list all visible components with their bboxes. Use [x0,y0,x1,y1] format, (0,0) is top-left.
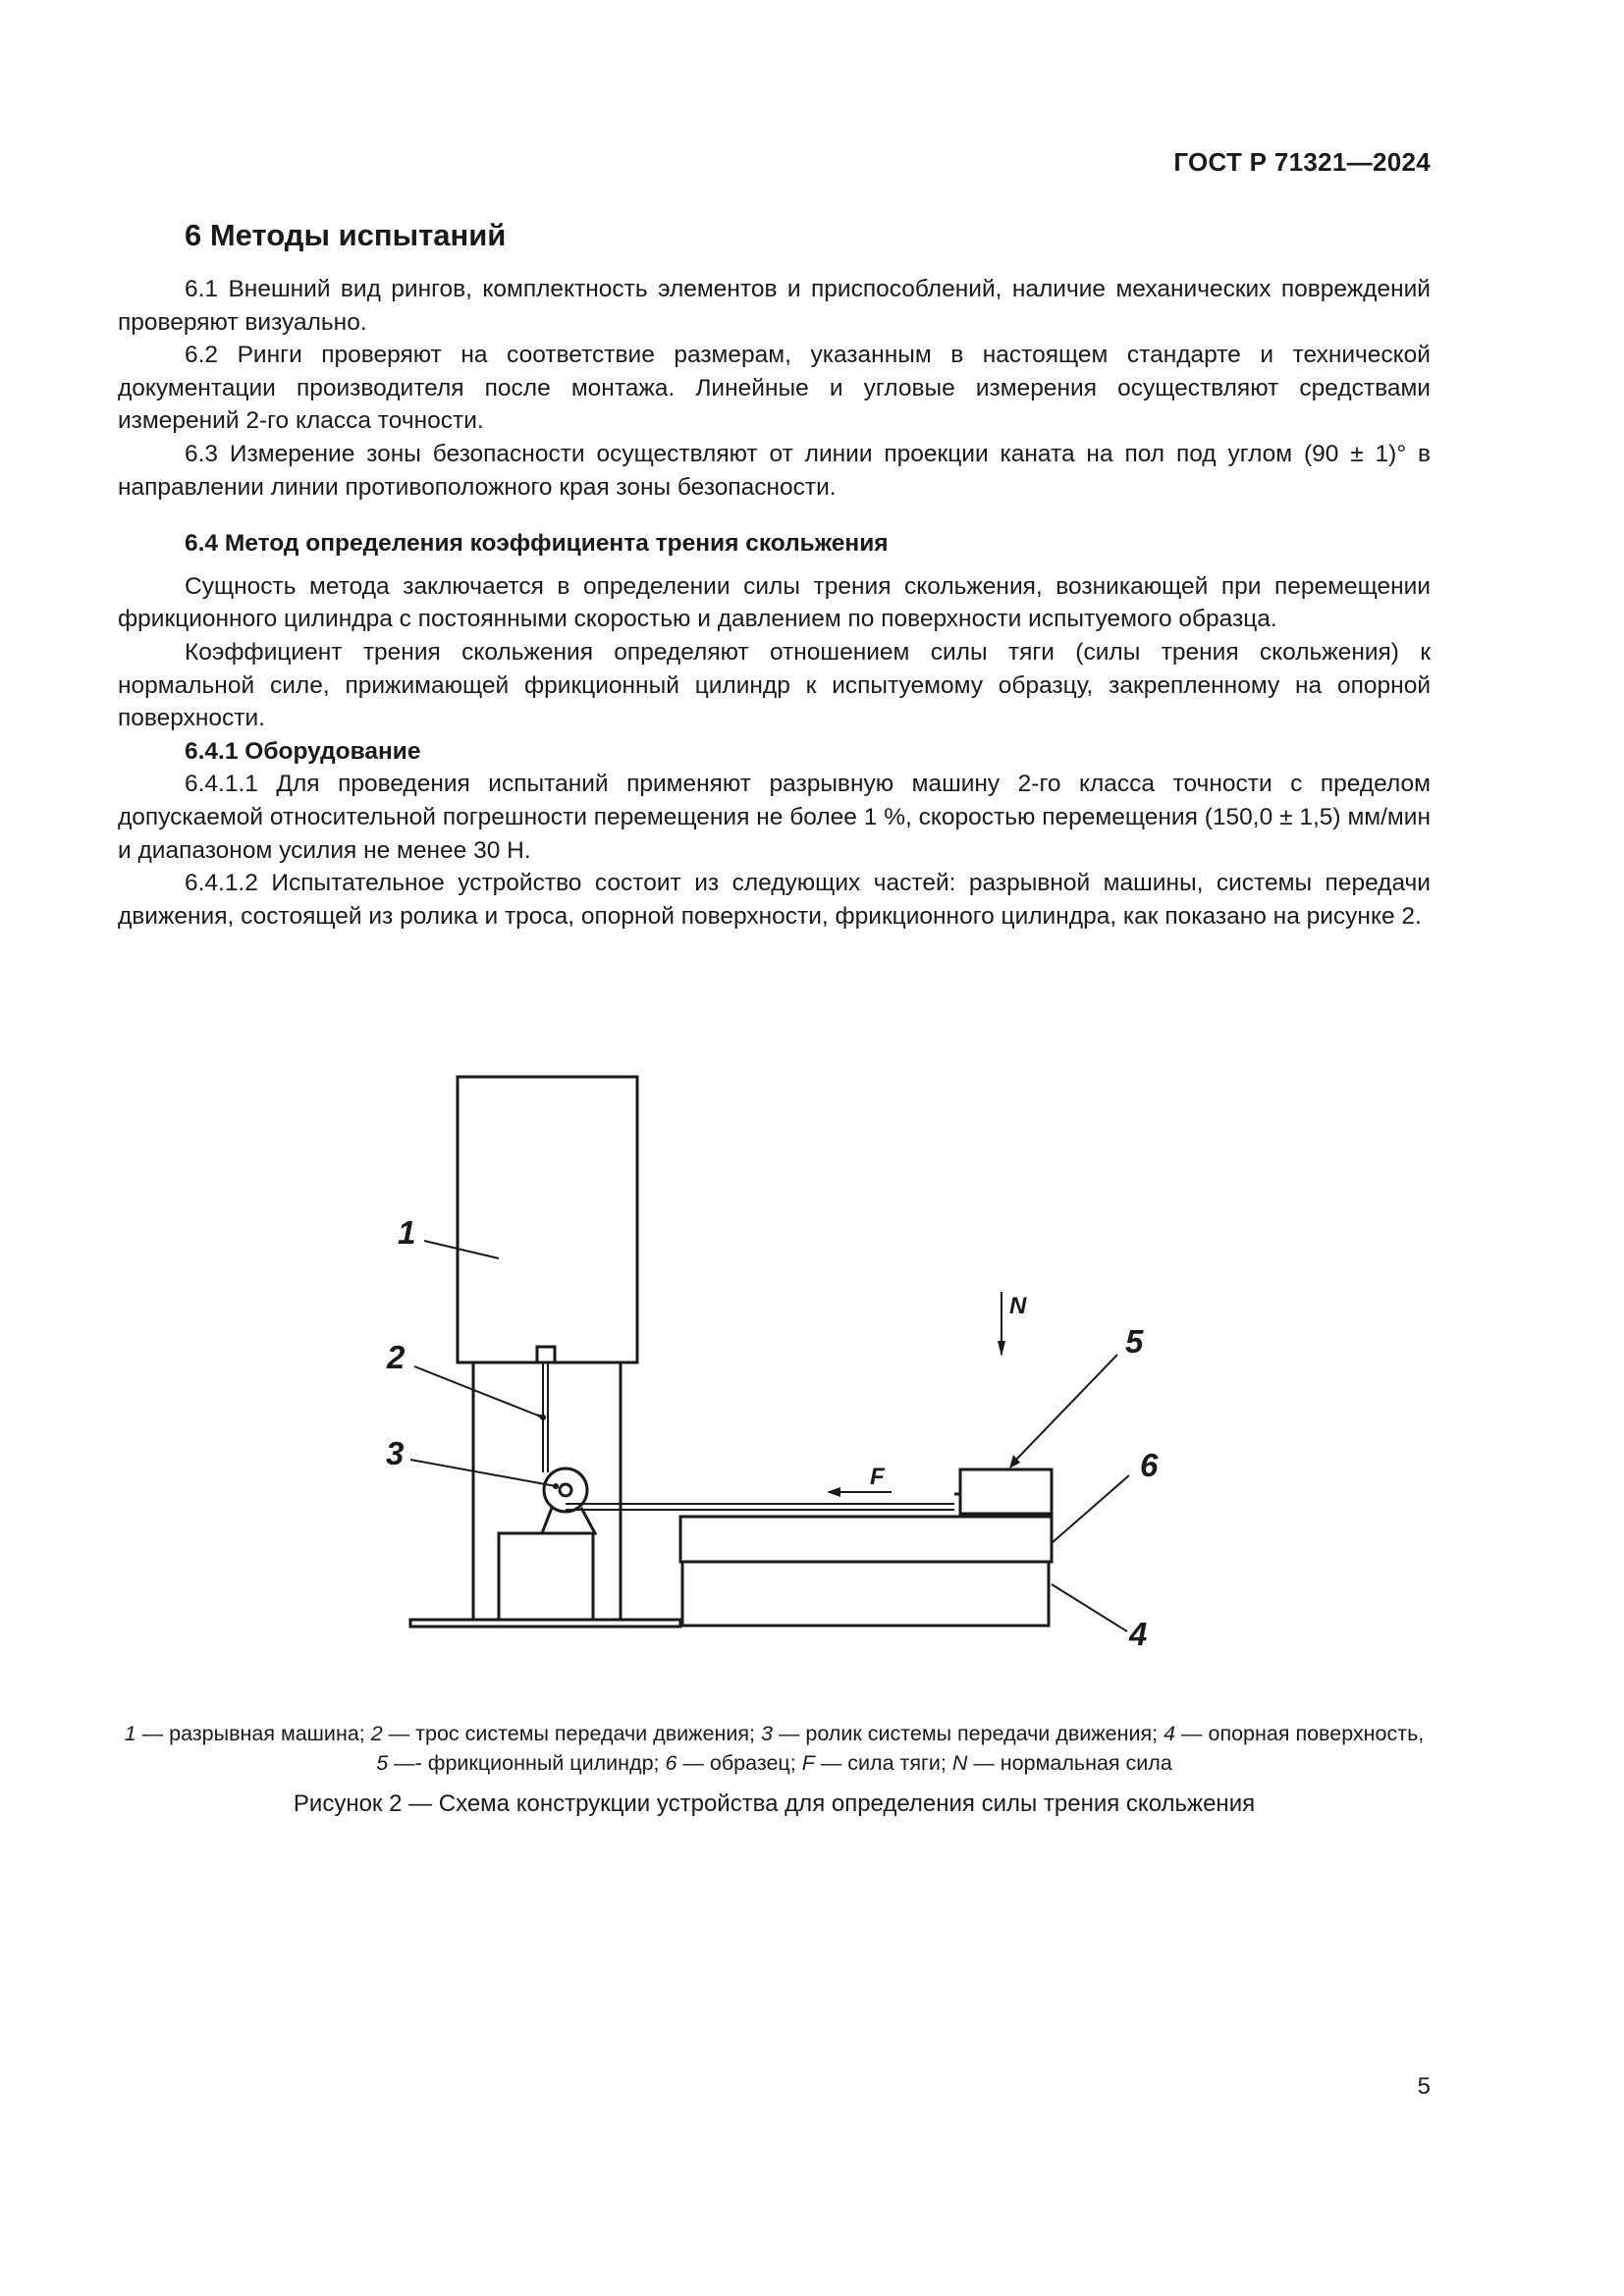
label-4: 4 [1129,1616,1148,1652]
machine-body [458,1077,637,1362]
label-1: 1 [398,1214,416,1251]
figure-legend [118,1719,1431,1778]
cable-hook [954,1494,960,1514]
paragraph-6-1: 6.1 Внешний вид рингов, комплектность элементов и приспособлений, наличие механических повреждений проверяют визуально. [118,276,1431,336]
label-force-n: N [1009,1293,1027,1319]
normal-force-arrowhead [998,1341,1005,1357]
figure-caption: Рисунок 2 — Схема конструкции устройства для определения силы трения скольжения [293,1790,1256,1817]
legend-sym-f: F [801,1751,815,1775]
legend-text-4: — опорная поверхность, [1175,1722,1425,1745]
legend-text-2: — трос системы передачи движения; [382,1722,761,1745]
leader-3 [410,1460,556,1486]
document-id: ГОСТ Р 71321—2024 [1173,147,1431,177]
legend-num-1: 1 [124,1722,136,1745]
traction-force-arrowhead [827,1487,840,1497]
legend-text-5: —- фрикционный цилиндр; [388,1751,666,1775]
roller-base [499,1533,593,1620]
leader-5-arrowhead [1009,1455,1020,1468]
legend-num-6: 6 [665,1751,677,1775]
paragraph-6-4-1-2: 6.4.1.2 Испытательное устройство состоит из следующих частей: разрывной машины, системы передачи движения, состоящей из ролика и троса, опорной поверхности, фрикционного цилиндра, как показано на рисунке 2. [118,870,1431,930]
legend-text-1: — разрывная машина; [135,1722,371,1745]
leader-6 [1052,1475,1129,1543]
paragraph-6-4-b: Коэффициент трения скольжения определяют отношением силы тяги (силы трения скольжения) к нормальной силе, прижимающей фрикционный цилиндр к испытуемому образцу, закрепленному на опорной поверхности. [118,638,1431,732]
legend-text-f: — сила тяги; [814,1751,952,1775]
friction-cylinder [960,1469,1052,1514]
label-2: 2 [387,1339,406,1375]
leader-2 [414,1366,543,1417]
leader-3-dot [553,1483,559,1489]
paragraph-6-4-1-1: 6.4.1.1 Для проведения испытаний применяют разрывную машину 2-го класса точности с пределом допускаемой относительной погрешности перемещения не более 1 %, скоростью перемещения (150,0 ± 1,5) мм/мин и диапазоном усилия не менее 30 Н. [118,771,1431,864]
sample [680,1517,1052,1562]
paragraph-6-3: 6.3 Измерение зоны безопасности осуществляют от линии проекции каната на пол под углом (90 ± 1)° в направлении линии противоположного края зоны безопасности. [118,440,1431,501]
label-6: 6 [1140,1447,1159,1483]
base-plate [410,1620,680,1627]
equipment-title: 6.4.1 Оборудование [185,737,421,765]
roller [544,1468,587,1512]
paragraph-6-2: 6.2 Ринги проверяют на соответствие размерам, указанным в настоящем стандарте и технической документации производителя после монтажа. Линейные и угловые измерения осуществляют средствами измерений 2-го класса точности. [118,342,1431,435]
subsection-title: 6.4 Метод определения коэффициента трения скольжения [185,530,889,558]
roller-stand [542,1508,595,1533]
leader-2-dot [540,1415,546,1420]
legend-num-2: 2 [370,1722,383,1745]
section-title: 6 Методы испытаний [185,218,507,252]
label-3: 3 [386,1435,405,1471]
leader-5 [1013,1355,1117,1463]
legend-text-n: — нормальная сила [967,1751,1172,1775]
leader-2-arrowhead [534,1414,546,1419]
legend-text-6: — образец; [677,1751,802,1775]
label-5: 5 [1125,1323,1144,1360]
label-force-f: F [870,1464,885,1490]
machine-clamp [537,1347,555,1362]
roller-axle [560,1484,571,1496]
support-surface [682,1562,1049,1626]
legend-num-4: 4 [1164,1722,1176,1745]
leader-1 [424,1241,499,1258]
legend-sym-n: N [951,1751,968,1775]
leader-4 [1052,1584,1127,1631]
main-content [118,218,1431,933]
legend-num-5: 5 [376,1751,389,1775]
legend-text-3: — ролик системы передачи движения; [772,1722,1164,1745]
legend-num-3: 3 [760,1722,773,1745]
page-number: 5 [1417,2073,1431,2100]
paragraph-6-4-a: Сущность метода заключается в определении силы трения скольжения, возникающей при перемещении фрикционного цилиндра с постоянными скоростью и давлением по поверхности испытуемого образца. [118,572,1431,633]
